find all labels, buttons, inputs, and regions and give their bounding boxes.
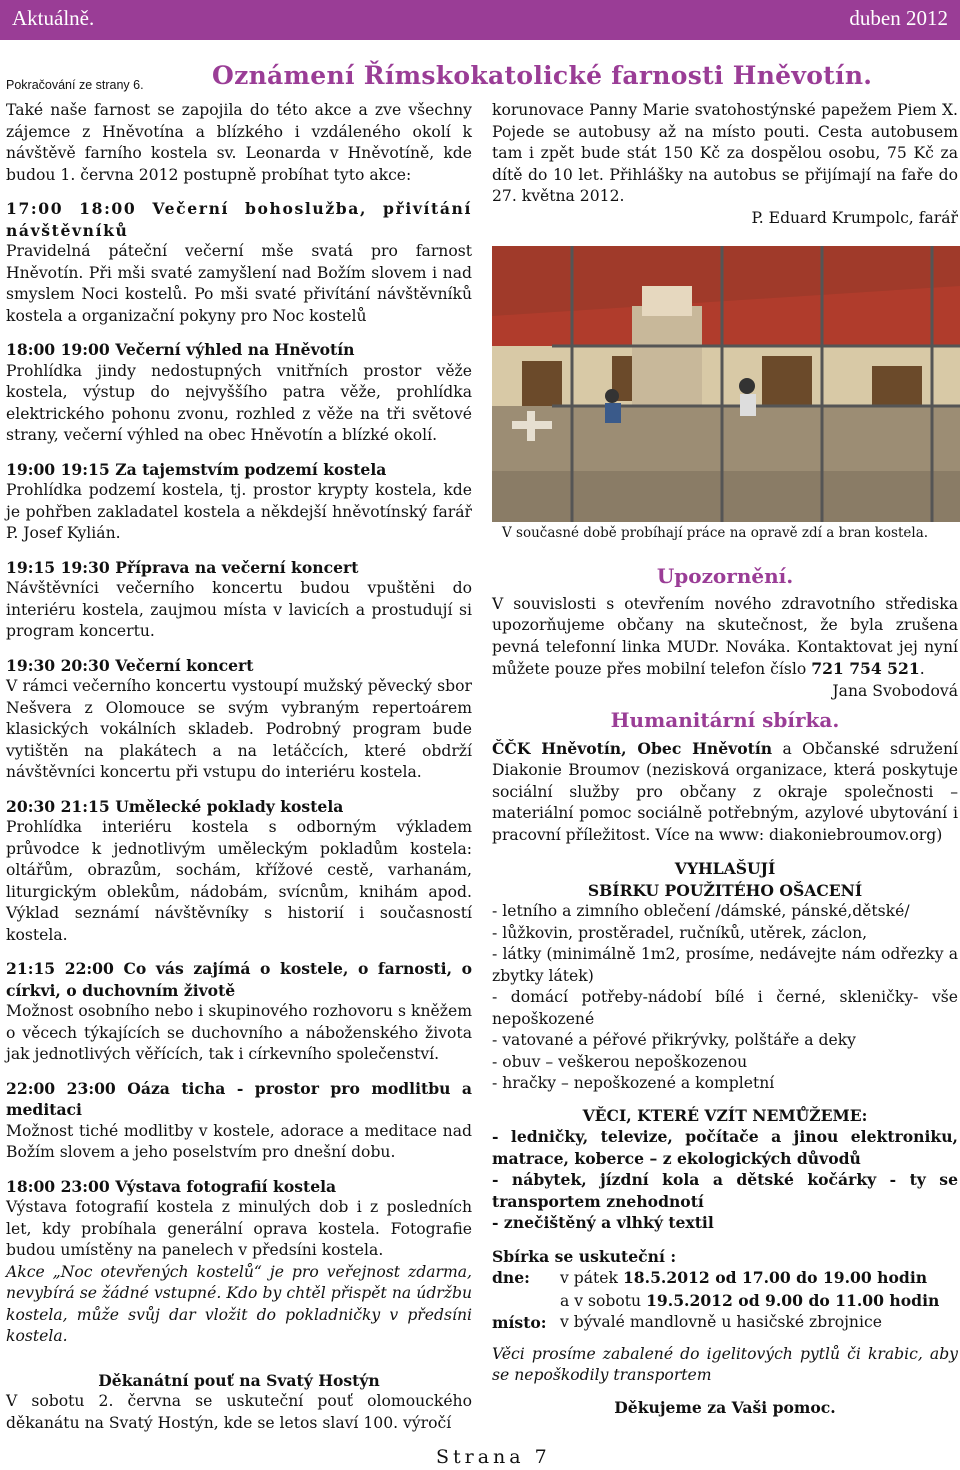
collect-item: - lůžkovin, prostěradel, ručníků, utěrek, záclon, [492,923,868,942]
notice-title: Upozornění. [656,564,794,588]
pilgrimage-title: Děkanátní pouť na Svatý Hostýn [98,1370,380,1390]
pilgrimage-continued: korunovace Panny Marie svatohostýnské papežem Piem X. Pojede se autobusy až na místo pouti. Cesta autobusem tam i zpět bude stát 150 Kč za dospělou osobu, 75 Kč za dítě do 10 let. Přihlášky na autobus se přijímají na faře do 27. května 2012. [492,101,958,205]
announce-line1: VYHLAŠUJÍ [674,859,776,878]
notice-text: V souvislosti s otevřením nového zdravotního střediska upozorňujeme občany na skutečnost, že byla zrušena pevná telefonní linka MUDr. Nováka. Kontaktovat jej nyní můžete pouze přes mobilní telefon číslo 721 754 521. [492,594,958,678]
program-time: 18:00 23:00 [6,1176,110,1196]
right-column [492,100,958,229]
program-text: Výstava fotografií kostela z minulých dob i z posledních let, kdy probíhala generální oprava kostela. Fotografie budou umístěny na panelech v předsíni kostela. [6,1198,472,1259]
intro-text: Také naše farnost se zapojila do této akce a zve všechny zájemce z Hněvotína a blízkého i vzdáleného okolí k návštěvě farního kostela sv. Leonarda v Hněvotíně, kde budou 1. června 2012 postupně probíhat tyto akce: [6,101,472,184]
photo-caption: V současné době probíhají práce na opravě zdí a bran kostela. [502,525,929,541]
program-text: Prohlídka interiéru kostela s odborným výkladem průvodce k jednotlivým uměleckým pokladům kostela: oltářům, obrazům, sochám, křížové cestě, varhanám, liturgickým oblekům, nádobám, svícnům, knihám apod. Výklad seznámí návštěvníky s historií i současností kostela. [6,818,472,944]
issue-date: duben 2012 [849,6,948,30]
program-item [6,1078,472,1164]
program-title: Večerní koncert [115,655,254,675]
pilgrimage-text: V sobotu 2. června se uskuteční pouť olomouckého děkanátu na Svatý Hostýn, kde se letos slaví 100. výročí [6,1392,472,1432]
program-title: Umělecké poklady kostela [115,796,344,816]
program-item [6,557,472,643]
program-time: 19:15 19:30 [6,557,110,577]
admission-note: Akce „Noc otevřených kostelů“ je pro veřejnost zdarma, nevybírá se žádné vstupné. Kdo by chtěl přispět na údržbu kostela, může svůj dar vložit do pokladničky v předsíni kostela. [6,1262,472,1345]
charity-lead: ČČK Hněvotín, Obec Hněvotín a Občanské sdružení Diakonie Broumov (nezisková organizace, která poskytuje sociální služby pro občany z okraje společnosti – materiální pomoc sociálně potřebným, azylové ubytování i pracovní příležitost. Více na www: diakoniebroumov.org) [492,738,958,844]
date-row: a v sobotu 19.5.2012 od 9.00 do 11.00 hodin [560,1290,940,1310]
place-row [492,1312,958,1334]
continuation-note: Pokračování ze strany 6. [6,78,144,92]
program-title: Za tajemstvím podzemí kostela [115,459,387,479]
date-label: dne: [492,1268,530,1287]
when-title: Sbírka se uskuteční : [492,1246,677,1266]
church-scaffolding-image [492,246,960,522]
program-text: Návštěvníci večerního koncertu budou vpuštěni do interiéru kostela, zaujmou místa v lavicích a prostudují si program koncertu. [6,579,472,640]
signature-notice: Jana Svobodová [832,681,958,700]
program-text: V rámci večerního koncertu vystoupí mužský pěvecký sbor Nešvera z Olomouce se svým vybraným repertoárem klasických vokálních skladeb. Podrobný program bude vytištěn na plakátech a na letáčcích, které obdrží návštěvníci koncertu při vstupu do interiéru kostela. [6,677,472,781]
collect-item: - obuv – veškerou nepoškozenou [492,1052,748,1071]
church-photo [492,246,960,522]
program-time: 22:00 23:00 [6,1078,116,1098]
program-time: 19:30 20:30 [6,655,110,675]
program-item [6,198,472,327]
program-item [6,339,472,447]
program-item [6,459,472,545]
right-column-lower [492,566,958,1418]
program-title: Večerní výhled na Hněvotín [115,340,355,359]
program-title: Příprava na večerní koncert [115,557,359,577]
place-value: v bývalé mandlovně u hasičské zbrojnice [560,1313,882,1331]
program-title: Výstava fotografií kostela [115,1176,337,1196]
charity-title: Humanitární sbírka. [610,708,840,732]
program-time: 19:00 19:15 [6,459,110,479]
place-label: místo: [492,1313,547,1332]
collect-item: - domácí potřeby-nádobí bílé i černé, skleničky- vše nepoškozené [492,988,958,1028]
program-text: Možnost osobního nebo i skupinového rozhovoru s kněžem o věcech týkajících se duchovního a náboženského života jak jednotlivých věřících, tak i církevního společenství. [6,1002,472,1063]
program-item [6,958,472,1066]
program-time: 17:00 18:00 [6,199,137,218]
program-time: 20:30 21:15 [6,796,110,816]
program-text: Pravidelná páteční večerní mše svatá pro farnost Hněvotín. Při mši svaté zamyšlení nad Božím slovem i nad smyslem Noci kostelů. Po mši svaté přivítání návštěvníků kostela a organizační pokyny pro Noc kostelů [6,242,472,325]
program-title: Oáza ticha - prostor pro modlitbu a meditaci [6,1078,473,1119]
program-item [6,1176,472,1348]
program-item [6,796,472,947]
program-text: Prohlídka podzemí kostela, tj. prostor krypty kostela, kde je pohřben zakladatel kostela a někdejší hněvotínský farář P. Josef Kylián. [6,481,472,542]
program-time: 18:00 19:00 [6,340,110,359]
program-item [6,655,472,784]
page-banner: Oznámení Římskokatolické farnosti Hněvotín. [212,61,873,90]
program-text: Prohlídka jindy nedostupných vnitřních prostor věže kostela, výstup do nejvyššího patra věže, prohlídka elektrického pohonu zvonu, rozhled z věže na tři světové strany, večerní výhled na obec Hněvotín a blízké okolí. [6,361,472,444]
program-time: 21:15 22:00 [6,959,114,978]
announce-line2: SBÍRKU POUŽITÉHO OŠACENÍ [587,880,863,900]
collect-item: - látky (minimálně 1m2, prosíme, nedávejte nám odřezky a zbytky látek) [492,945,958,985]
not-accepted-item: - znečištěný a vlhký textil [492,1213,714,1232]
thanks-note: Děkujeme za Vaši pomoc. [614,1397,836,1417]
header-bar [0,0,960,40]
program-title: Co vás zajímá o kostele, o farnosti, o církvi, o duchovním životě [6,959,473,1000]
collect-item: - vatované a péřové přikrývky, polštáře a deky [492,1031,856,1049]
collect-item: - letního a zimního oblečení /dámské, pánské,dětské/ [492,902,910,920]
phone-number: 721 754 521 [811,659,920,678]
program-text: Možnost tiché modlitby v kostele, adorace a meditace nad Božím slovem a jeho poselstvím pro dnešní dobu. [6,1121,472,1161]
page-number: Strana 7 [436,1446,551,1468]
not-accepted-item: - nábytek, jízdní kola a dětské kočárky - ty se transportem znehodnotí [492,1170,958,1211]
date-row: dne: v pátek 18.5.2012 od 17.00 do 19.00 hodin [492,1267,958,1290]
collect-item: - hračky – nepoškozené a kompletní [492,1074,775,1092]
left-column [6,100,472,1434]
not-accepted-item: - ledničky, televize, počítače a jinou elektroniku, matrace, koberce – z ekologických důvodů [492,1127,958,1168]
program-title: Večerní bohoslužba, přivítání návštěvníků [6,199,473,240]
not-accepted-title: VĚCI, KTERÉ VZÍT NEMŮŽEME: [582,1105,868,1125]
section-title: Aktuálně. [12,6,95,30]
signature-priest: P. Eduard Krumpolc, farář [751,208,958,227]
packing-note: Věci prosíme zabalené do igelitových pytlů či krabic, aby se nepoškodily transportem [492,1344,958,1384]
